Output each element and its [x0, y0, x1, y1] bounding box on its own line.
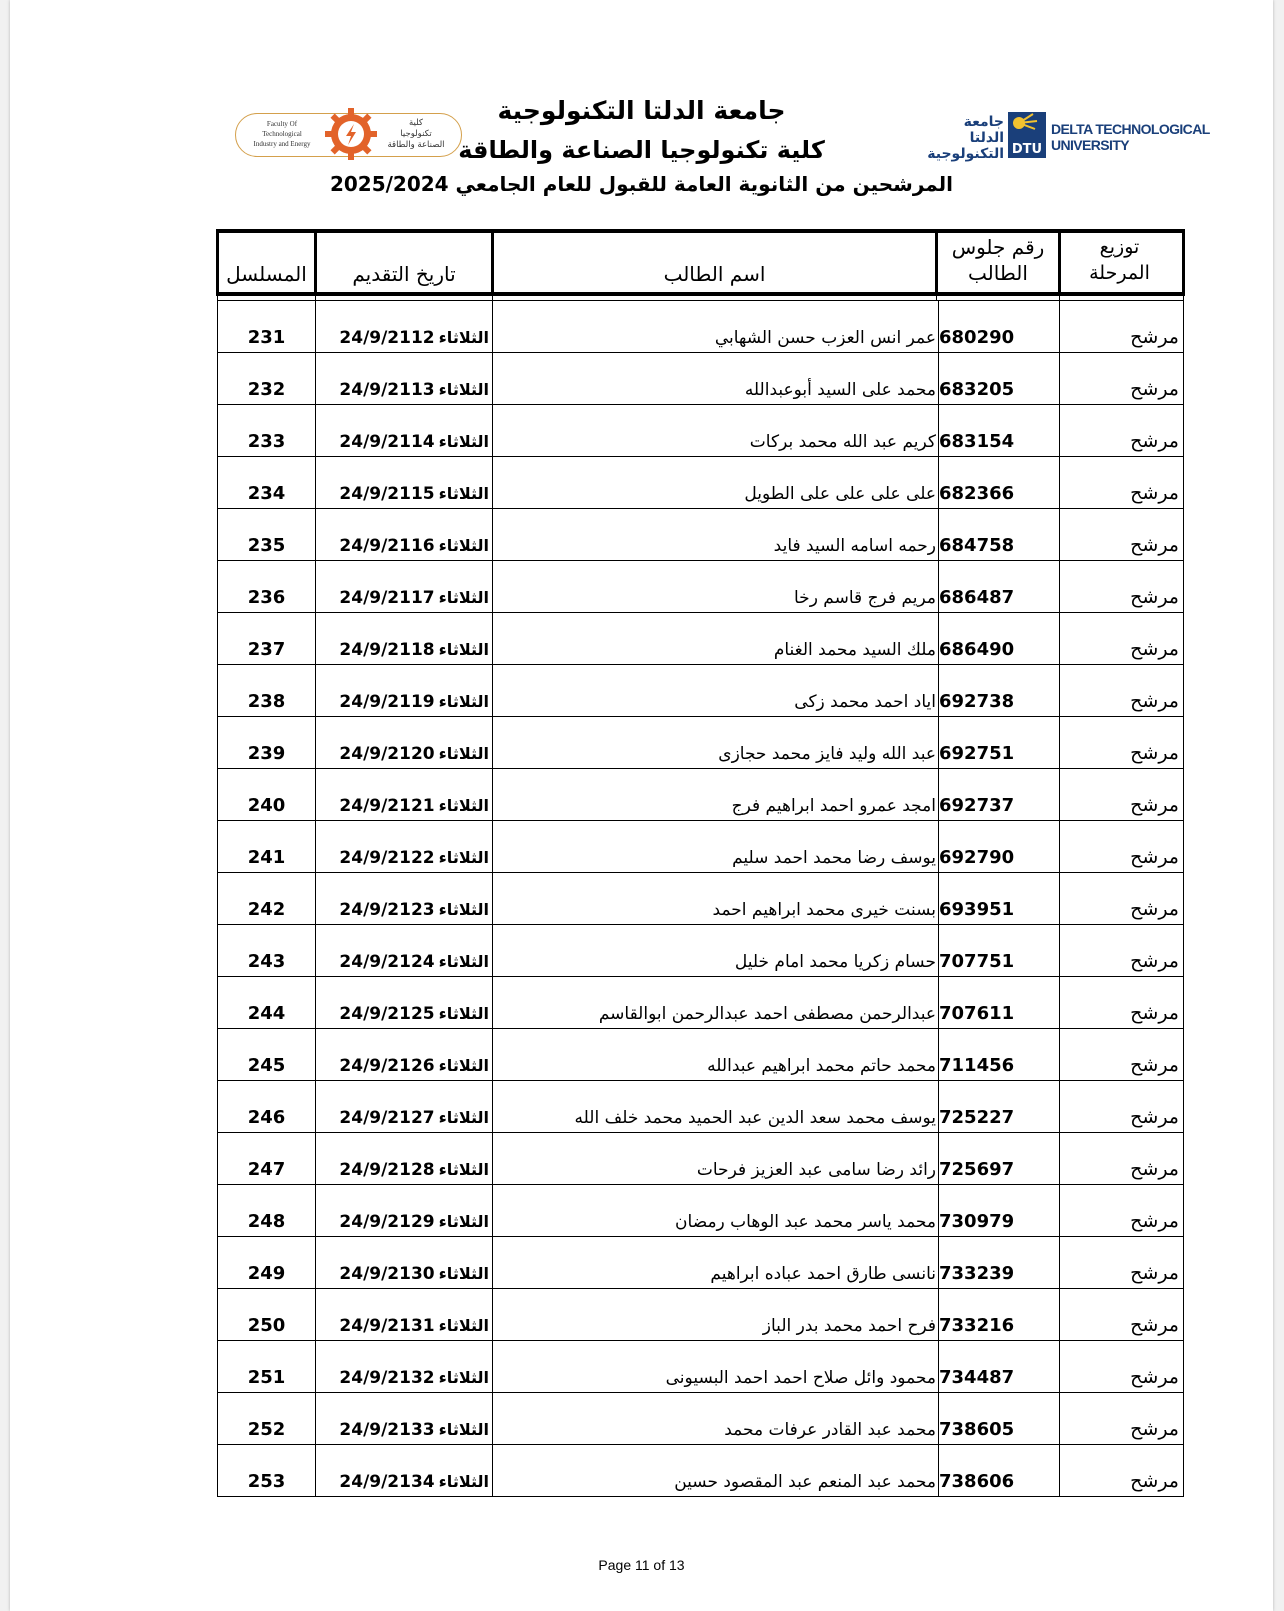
- seat-name-divider: [938, 457, 939, 508]
- seat-name-cell: [493, 560, 1060, 612]
- date-cell: [316, 872, 493, 924]
- student-name: محمد عبد القادر عرفات محمد: [724, 1419, 936, 1440]
- date-day: الثلاثاء: [438, 535, 489, 555]
- seat-number: 738605: [939, 1418, 1015, 1440]
- table-row: [218, 872, 1184, 924]
- date-value: 24/9/2116: [339, 535, 435, 556]
- date-cell: [316, 820, 493, 872]
- seat-number: 686487: [939, 586, 1015, 608]
- table-row: [218, 352, 1184, 404]
- seat-name-divider: [938, 509, 939, 560]
- faculty-logo-arabic-line3: الصناعة والطاقة: [387, 140, 445, 150]
- table-row: [218, 1444, 1184, 1496]
- date-day: الثلاثاء: [438, 743, 489, 763]
- date-day: الثلاثاء: [438, 1263, 489, 1283]
- status-cell: مرشح: [1060, 768, 1184, 820]
- date-day: الثلاثاء: [438, 1107, 489, 1127]
- serial-cell: 253: [218, 1444, 316, 1496]
- date-cell: [316, 716, 493, 768]
- seat-name-divider: [938, 1185, 939, 1236]
- date-value: 24/9/2120: [339, 743, 435, 764]
- seat-number: 707611: [939, 1002, 1015, 1024]
- seat-name-divider: [938, 873, 939, 924]
- table-row: [218, 404, 1184, 456]
- student-name: بسنت خيرى محمد ابراهيم احمد: [712, 899, 936, 920]
- status-cell: مرشح: [1060, 1392, 1184, 1444]
- date-value: 24/9/2112: [339, 327, 435, 348]
- dtu-logo-english-line1: DELTA TECHNOLOGICAL: [1051, 121, 1210, 137]
- date-day: الثلاثاء: [438, 431, 489, 451]
- status-cell: مرشح: [1060, 976, 1184, 1028]
- date-value: 24/9/2121: [339, 795, 435, 816]
- date-cell: [316, 768, 493, 820]
- seat-number: 693951: [939, 898, 1015, 920]
- seat-name-divider: [938, 353, 939, 404]
- seat-number: 692751: [939, 742, 1015, 764]
- seat-name-cell: [493, 404, 1060, 456]
- table-row: [218, 612, 1184, 664]
- date-cell: [316, 1288, 493, 1340]
- header-seat: [937, 231, 1060, 294]
- student-name: عبد الله وليد فايز محمد حجازى: [718, 743, 936, 764]
- student-name: رحمه اسامه السيد فايد: [773, 535, 936, 556]
- seat-name-cell: [493, 1288, 1060, 1340]
- seat-name-cell: [493, 664, 1060, 716]
- status-cell: مرشح: [1060, 872, 1184, 924]
- date-cell: [316, 976, 493, 1028]
- seat-number: 730979: [939, 1210, 1015, 1232]
- student-name: محمد على السيد أبوعبدالله: [744, 379, 936, 400]
- status-cell: مرشح: [1060, 352, 1184, 404]
- date-day: الثلاثاء: [438, 1003, 489, 1023]
- date-day: الثلاثاء: [438, 1159, 489, 1179]
- seat-number: 725227: [939, 1106, 1015, 1128]
- header-status-line2: المرحلة: [1089, 262, 1150, 284]
- serial-cell: 238: [218, 664, 316, 716]
- seat-number: 683154: [939, 430, 1015, 452]
- date-value: 24/9/2115: [339, 483, 435, 504]
- seat-name-divider: [938, 1393, 939, 1444]
- table-row: [218, 1236, 1184, 1288]
- student-name: محمد حاتم محمد ابراهيم عبدالله: [707, 1055, 936, 1076]
- status-cell: مرشح: [1060, 404, 1184, 456]
- serial-cell: 241: [218, 820, 316, 872]
- status-cell: مرشح: [1060, 508, 1184, 560]
- table-row: [218, 560, 1184, 612]
- seat-name-cell: [493, 1184, 1060, 1236]
- date-cell: [316, 560, 493, 612]
- serial-cell: 233: [218, 404, 316, 456]
- date-cell: [316, 300, 493, 352]
- date-value: 24/9/2134: [339, 1471, 435, 1492]
- seat-name-divider: [938, 561, 939, 612]
- status-cell: مرشح: [1060, 1444, 1184, 1496]
- status-cell: مرشح: [1060, 1184, 1184, 1236]
- seat-name-cell: [493, 976, 1060, 1028]
- date-day: الثلاثاء: [438, 1419, 489, 1439]
- seat-name-divider: [938, 1237, 939, 1288]
- date-value: 24/9/2117: [339, 587, 435, 608]
- seat-name-cell: [493, 352, 1060, 404]
- table-row: [218, 768, 1184, 820]
- seat-name-cell: [493, 612, 1060, 664]
- seat-number: 707751: [939, 950, 1015, 972]
- header-date: تاريخ التقديم: [316, 231, 493, 294]
- date-cell: [316, 352, 493, 404]
- faculty-logo-arabic-line2: تكنولوجيا: [400, 129, 432, 139]
- student-name: امجد عمرو احمد ابراهيم فرج: [731, 795, 936, 816]
- seat-name-cell: [493, 1340, 1060, 1392]
- date-value: 24/9/2118: [339, 639, 435, 660]
- date-value: 24/9/2128: [339, 1159, 435, 1180]
- date-value: 24/9/2129: [339, 1211, 435, 1232]
- serial-cell: 251: [218, 1340, 316, 1392]
- status-cell: مرشح: [1060, 1236, 1184, 1288]
- serial-cell: 232: [218, 352, 316, 404]
- date-value: 24/9/2126: [339, 1055, 435, 1076]
- table-row: [218, 1288, 1184, 1340]
- status-cell: مرشح: [1060, 716, 1184, 768]
- seat-name-divider: [938, 1133, 939, 1184]
- table-row: [218, 976, 1184, 1028]
- date-value: 24/9/2132: [339, 1367, 435, 1388]
- date-value: 24/9/2123: [339, 899, 435, 920]
- seat-name-cell: [493, 1132, 1060, 1184]
- date-day: الثلاثاء: [438, 587, 489, 607]
- seat-name-divider: [938, 301, 939, 352]
- date-value: 24/9/2130: [339, 1263, 435, 1284]
- seat-number: 680290: [939, 326, 1015, 348]
- table-row: [218, 1080, 1184, 1132]
- seat-name-divider: [938, 1029, 939, 1080]
- seat-name-cell: [493, 1028, 1060, 1080]
- faculty-logo-english-line1: Faculty Of: [266, 120, 298, 128]
- dtu-logo-arabic-line2: التكنولوجية: [927, 146, 1004, 162]
- serial-cell: 245: [218, 1028, 316, 1080]
- seat-name-divider: [938, 1341, 939, 1392]
- date-cell: [316, 664, 493, 716]
- document-page: [10, 0, 1273, 1611]
- date-day: الثلاثاء: [438, 1055, 489, 1075]
- date-day: الثلاثاء: [438, 379, 489, 399]
- student-name: عبدالرحمن مصطفى احمد عبدالرحمن ابوالقاسم: [598, 1003, 936, 1024]
- header-seat-line1: رقم جلوس: [951, 235, 1045, 259]
- date-cell: [316, 456, 493, 508]
- seat-name-cell: [493, 820, 1060, 872]
- table-row: [218, 1132, 1184, 1184]
- serial-cell: 248: [218, 1184, 316, 1236]
- table-row: [218, 1184, 1184, 1236]
- page-number: Page 11 of 13: [598, 1557, 685, 1573]
- date-day: الثلاثاء: [438, 639, 489, 659]
- serial-cell: 249: [218, 1236, 316, 1288]
- serial-cell: 247: [218, 1132, 316, 1184]
- student-name: مريم فرج قاسم رخا: [794, 587, 936, 608]
- dtu-mark-text: DTU: [1011, 142, 1043, 157]
- student-name: يوسف محمد سعد الدين عبد الحميد محمد خلف الله: [574, 1107, 936, 1128]
- status-cell: مرشح: [1060, 560, 1184, 612]
- student-name: نانسى طارق احمد عباده ابراهيم: [710, 1263, 936, 1284]
- status-cell: مرشح: [1060, 612, 1184, 664]
- seat-name-divider: [938, 821, 939, 872]
- table-row: [218, 1028, 1184, 1080]
- header-seat-line2: الطالب: [968, 261, 1028, 285]
- serial-cell: 237: [218, 612, 316, 664]
- date-day: الثلاثاء: [438, 1211, 489, 1231]
- seat-number: 711456: [939, 1054, 1015, 1076]
- student-name: محمد عبد المنعم عبد المقصود حسين: [674, 1471, 936, 1492]
- serial-cell: 252: [218, 1392, 316, 1444]
- student-name: فرح احمد محمد بدر الباز: [762, 1315, 936, 1336]
- table-row: [218, 456, 1184, 508]
- serial-cell: 231: [218, 300, 316, 352]
- serial-cell: 239: [218, 716, 316, 768]
- serial-cell: 246: [218, 1080, 316, 1132]
- serial-cell: 235: [218, 508, 316, 560]
- seat-number: 733239: [939, 1262, 1015, 1284]
- dtu-logo-arabic-line1: جامعة الدلتا: [963, 114, 1004, 146]
- seat-name-cell: [493, 924, 1060, 976]
- faculty-title: كلية تكنولوجيا الصناعة والطاقة: [458, 136, 825, 164]
- date-value: 24/9/2122: [339, 847, 435, 868]
- status-cell: مرشح: [1060, 820, 1184, 872]
- table-row: [218, 508, 1184, 560]
- date-cell: [316, 924, 493, 976]
- student-name: اياد احمد محمد زكى: [794, 691, 936, 712]
- header-name: اسم الطالب: [493, 231, 937, 294]
- status-cell: مرشح: [1060, 456, 1184, 508]
- date-cell: [316, 404, 493, 456]
- seat-name-cell: [493, 1080, 1060, 1132]
- seat-name-cell: [493, 300, 1060, 352]
- student-name: رائد رضا سامى عبد العزيز فرحات: [696, 1159, 936, 1180]
- seat-number: 725697: [939, 1158, 1015, 1180]
- date-value: 24/9/2119: [339, 691, 435, 712]
- seat-name-cell: [493, 1444, 1060, 1496]
- seat-name-divider: [938, 665, 939, 716]
- seat-name-divider: [938, 925, 939, 976]
- seat-name-cell: [493, 872, 1060, 924]
- seat-number: 692737: [939, 794, 1015, 816]
- date-cell: [316, 1184, 493, 1236]
- date-day: الثلاثاء: [438, 899, 489, 919]
- student-name: ملك السيد محمد الغنام: [773, 639, 936, 660]
- table-row: [218, 924, 1184, 976]
- status-cell: مرشح: [1060, 1132, 1184, 1184]
- seat-name-divider: [938, 1081, 939, 1132]
- student-name: كريم عبد الله محمد بركات: [749, 431, 936, 452]
- seat-name-divider: [938, 717, 939, 768]
- serial-cell: 250: [218, 1288, 316, 1340]
- table-row: [218, 1392, 1184, 1444]
- serial-cell: 240: [218, 768, 316, 820]
- status-cell: مرشح: [1060, 1080, 1184, 1132]
- seat-number: 686490: [939, 638, 1015, 660]
- table-row: [218, 716, 1184, 768]
- table-row: [218, 664, 1184, 716]
- student-name: يوسف رضا محمد احمد سليم: [732, 847, 936, 868]
- date-value: 24/9/2127: [339, 1107, 435, 1128]
- date-cell: [316, 1340, 493, 1392]
- seat-number: 684758: [939, 534, 1015, 556]
- list-subtitle: المرشحين من الثانوية العامة للقبول للعام الجامعي 2025/2024: [329, 172, 954, 196]
- student-name: عمر انس العزب حسن الشهابي: [714, 327, 936, 348]
- seat-number: 692790: [939, 846, 1015, 868]
- faculty-logo-arabic-line1: كلية: [409, 118, 423, 128]
- seat-name-cell: [493, 508, 1060, 560]
- seat-name-divider: [938, 1445, 939, 1496]
- seat-name-cell: [493, 768, 1060, 820]
- seat-number: 733216: [939, 1314, 1015, 1336]
- date-day: الثلاثاء: [438, 691, 489, 711]
- student-name: على على على على الطويل: [744, 483, 936, 504]
- date-day: الثلاثاء: [438, 795, 489, 815]
- student-name: حسام زكريا محمد امام خليل: [734, 951, 936, 972]
- date-day: الثلاثاء: [438, 1367, 489, 1387]
- date-value: 24/9/2113: [339, 379, 435, 400]
- date-day: الثلاثاء: [438, 327, 489, 347]
- status-cell: مرشح: [1060, 300, 1184, 352]
- seat-name-cell: [493, 1236, 1060, 1288]
- seat-number: 683205: [939, 378, 1015, 400]
- header-serial: المسلسل: [218, 231, 316, 294]
- table-header-row: [218, 231, 1184, 294]
- university-title: جامعة الدلتا التكنولوجية: [497, 96, 786, 125]
- seat-number: 734487: [939, 1366, 1015, 1388]
- date-cell: [316, 1236, 493, 1288]
- date-cell: [316, 1080, 493, 1132]
- date-value: 24/9/2133: [339, 1419, 435, 1440]
- faculty-logo-english-line3: Industry and Energy: [253, 140, 311, 148]
- date-cell: [316, 1392, 493, 1444]
- faculty-logo-english-line2: Technological: [262, 130, 302, 138]
- date-day: الثلاثاء: [438, 951, 489, 971]
- date-cell: [316, 1028, 493, 1080]
- candidates-table: [216, 229, 1185, 1497]
- table-row: [218, 300, 1184, 352]
- serial-cell: 242: [218, 872, 316, 924]
- date-value: 24/9/2114: [339, 431, 435, 452]
- header-status: [1060, 231, 1184, 294]
- status-cell: مرشح: [1060, 1028, 1184, 1080]
- date-value: 24/9/2124: [339, 951, 435, 972]
- table-row: [218, 1340, 1184, 1392]
- seat-name-divider: [938, 405, 939, 456]
- serial-cell: 243: [218, 924, 316, 976]
- header-status-line1: توزيع: [1099, 236, 1140, 258]
- seat-name-divider: [938, 769, 939, 820]
- date-day: الثلاثاء: [438, 1315, 489, 1335]
- serial-cell: 236: [218, 560, 316, 612]
- dtu-logo-english-line2: UNIVERSITY: [1051, 137, 1130, 153]
- seat-number: 738606: [939, 1470, 1015, 1492]
- student-name: محمود وائل صلاح احمد احمد البسيونى: [665, 1367, 936, 1388]
- table-row: [218, 820, 1184, 872]
- seat-name-cell: [493, 1392, 1060, 1444]
- status-cell: مرشح: [1060, 924, 1184, 976]
- date-value: 24/9/2131: [339, 1315, 435, 1336]
- seat-number: 682366: [939, 482, 1015, 504]
- date-cell: [316, 1132, 493, 1184]
- status-cell: مرشح: [1060, 1288, 1184, 1340]
- serial-cell: 244: [218, 976, 316, 1028]
- seat-name-cell: [493, 456, 1060, 508]
- status-cell: مرشح: [1060, 664, 1184, 716]
- date-cell: [316, 612, 493, 664]
- seat-name-divider: [938, 1289, 939, 1340]
- seat-name-cell: [493, 716, 1060, 768]
- date-day: الثلاثاء: [438, 1471, 489, 1491]
- serial-cell: 234: [218, 456, 316, 508]
- seat-number: 692738: [939, 690, 1015, 712]
- status-cell: مرشح: [1060, 1340, 1184, 1392]
- seat-name-divider: [938, 613, 939, 664]
- seat-name-divider: [938, 977, 939, 1028]
- table-body: [218, 294, 1184, 1496]
- date-cell: [316, 1444, 493, 1496]
- date-day: الثلاثاء: [438, 483, 489, 503]
- date-cell: [316, 508, 493, 560]
- date-value: 24/9/2125: [339, 1003, 435, 1024]
- student-name: محمد ياسر محمد عبد الوهاب رمضان: [675, 1211, 936, 1232]
- date-day: الثلاثاء: [438, 847, 489, 867]
